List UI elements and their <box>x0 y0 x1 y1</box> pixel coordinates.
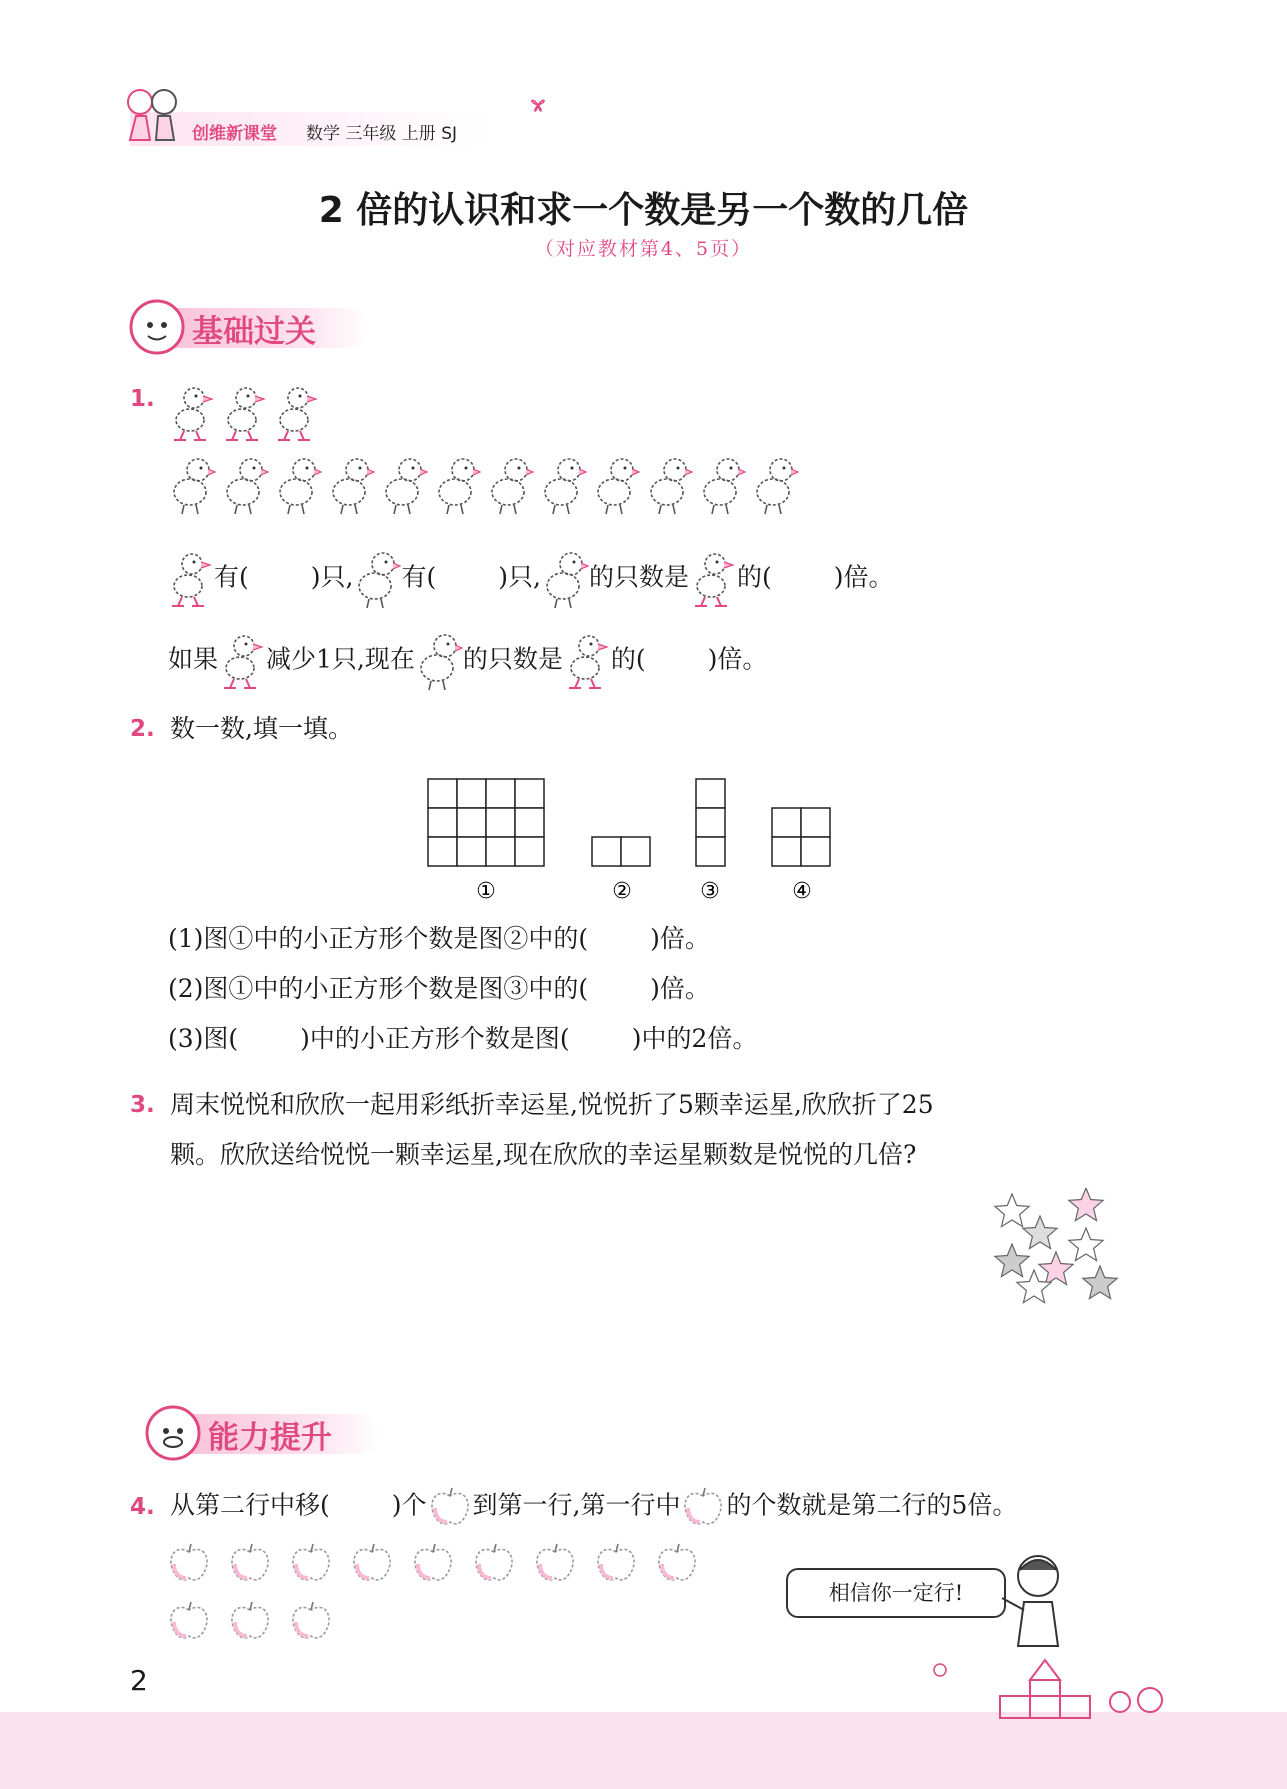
lesson-title: 2 倍的认识和求一个数是另一个数的几倍 <box>318 190 969 231</box>
figure-4 <box>772 808 830 866</box>
teacher-icon <box>996 1546 1076 1656</box>
q2-sub2: (2)图①中的小正方形个数是图③中的( )倍。 <box>168 974 710 1003</box>
duck-row <box>168 382 324 448</box>
chick-icon <box>751 454 799 516</box>
apple-icon <box>227 1542 273 1584</box>
apple-icon <box>654 1542 700 1584</box>
question-number-4: 4. <box>130 1494 155 1520</box>
encouragement-bubble: 相信你一定行! <box>786 1568 1006 1618</box>
chick-icon <box>274 454 322 516</box>
chick-icon <box>221 454 269 516</box>
castle-icon <box>880 1650 1180 1720</box>
apple-icon <box>532 1542 578 1584</box>
apple-icon <box>593 1542 639 1584</box>
chick-icon <box>415 630 463 692</box>
page-number: 2 <box>130 1664 148 1697</box>
q1-line2: 如果 减少1只,现在 的只数是 的( )倍。 <box>168 630 767 692</box>
chick-icon <box>541 548 589 610</box>
star-icon <box>1039 1252 1073 1285</box>
figure-1 <box>428 779 544 866</box>
q3-line1: 周末悦悦和欣欣一起用彩纸折幸运星,悦悦折了5颗幸运星,欣欣折了25 <box>170 1090 934 1119</box>
figure-2 <box>592 837 650 866</box>
apple-icon <box>166 1542 212 1584</box>
chick-icon <box>353 548 401 610</box>
apple-row-2 <box>166 1600 349 1646</box>
q2-sub1: (1)图①中的小正方形个数是图②中的( )倍。 <box>168 924 710 953</box>
footer-band <box>0 1712 1287 1789</box>
section-title-ability: 能力提升 <box>208 1420 332 1456</box>
square-figures <box>420 770 840 910</box>
q3-line2: 颗。欣欣送给悦悦一颗幸运星,现在欣欣的幸运星颗数是悦悦的几倍? <box>170 1140 917 1169</box>
q2-prompt: 数一数,填一填。 <box>170 714 353 743</box>
star-icon <box>1069 1188 1103 1221</box>
chick-icon <box>168 454 216 516</box>
duck-icon <box>218 630 266 692</box>
duck-icon <box>272 382 320 444</box>
duck-icon <box>166 548 214 610</box>
chick-icon <box>327 454 375 516</box>
monkey-face-icon <box>144 1404 202 1462</box>
chick-icon <box>592 454 640 516</box>
chick-icon <box>486 454 534 516</box>
apple-icon <box>680 1486 726 1528</box>
figure-3 <box>696 779 725 866</box>
book-info: 数学 三年级 上册 SJ <box>306 124 458 144</box>
chick-icon <box>645 454 693 516</box>
star-icon <box>1083 1266 1117 1299</box>
apple-icon <box>227 1600 273 1642</box>
butterfly-icon <box>528 96 548 114</box>
apple-icon <box>471 1542 517 1584</box>
q1-line1: 有( )只, 有( )只, 的只数是 的( )倍。 <box>166 548 893 610</box>
girl-face-icon <box>128 298 186 356</box>
duck-icon <box>220 382 268 444</box>
figure-label-2: ② <box>612 879 632 904</box>
chick-icon <box>433 454 481 516</box>
figure-label-1: ① <box>476 879 496 904</box>
brand-name: 创维新课堂 <box>192 124 277 144</box>
chick-icon <box>698 454 746 516</box>
star-icon <box>995 1244 1029 1277</box>
lesson-subtitle: （对应教材第4、5页） <box>534 238 753 260</box>
stars-illustration <box>990 1188 1130 1313</box>
chick-icon <box>380 454 428 516</box>
figure-label-3: ③ <box>700 879 720 904</box>
apple-icon <box>288 1600 334 1642</box>
apple-icon <box>166 1600 212 1642</box>
apple-icon <box>410 1542 456 1584</box>
question-number-3: 3. <box>130 1092 155 1118</box>
chick-row <box>168 454 804 520</box>
question-number-1: 1. <box>130 386 155 412</box>
apple-icon <box>288 1542 334 1584</box>
section-title-basic: 基础过关 <box>192 314 316 350</box>
apple-icon <box>349 1542 395 1584</box>
star-icon <box>1023 1216 1057 1249</box>
duck-icon <box>563 630 611 692</box>
q4-text: 从第二行中移( )个 到第一行,第一行中 的个数就是第二行的5倍。 <box>170 1486 1017 1528</box>
apple-row-1 <box>166 1542 715 1588</box>
star-icon <box>995 1194 1029 1227</box>
figure-label-4: ④ <box>792 879 812 904</box>
question-number-2: 2. <box>130 716 155 742</box>
duck-icon <box>689 548 737 610</box>
chick-icon <box>539 454 587 516</box>
kids-mascot-icon <box>118 80 188 150</box>
apple-icon <box>427 1486 473 1528</box>
duck-icon <box>168 382 216 444</box>
star-icon <box>1069 1228 1103 1261</box>
q2-sub3: (3)图( )中的小正方形个数是图( )中的2倍。 <box>168 1024 758 1053</box>
